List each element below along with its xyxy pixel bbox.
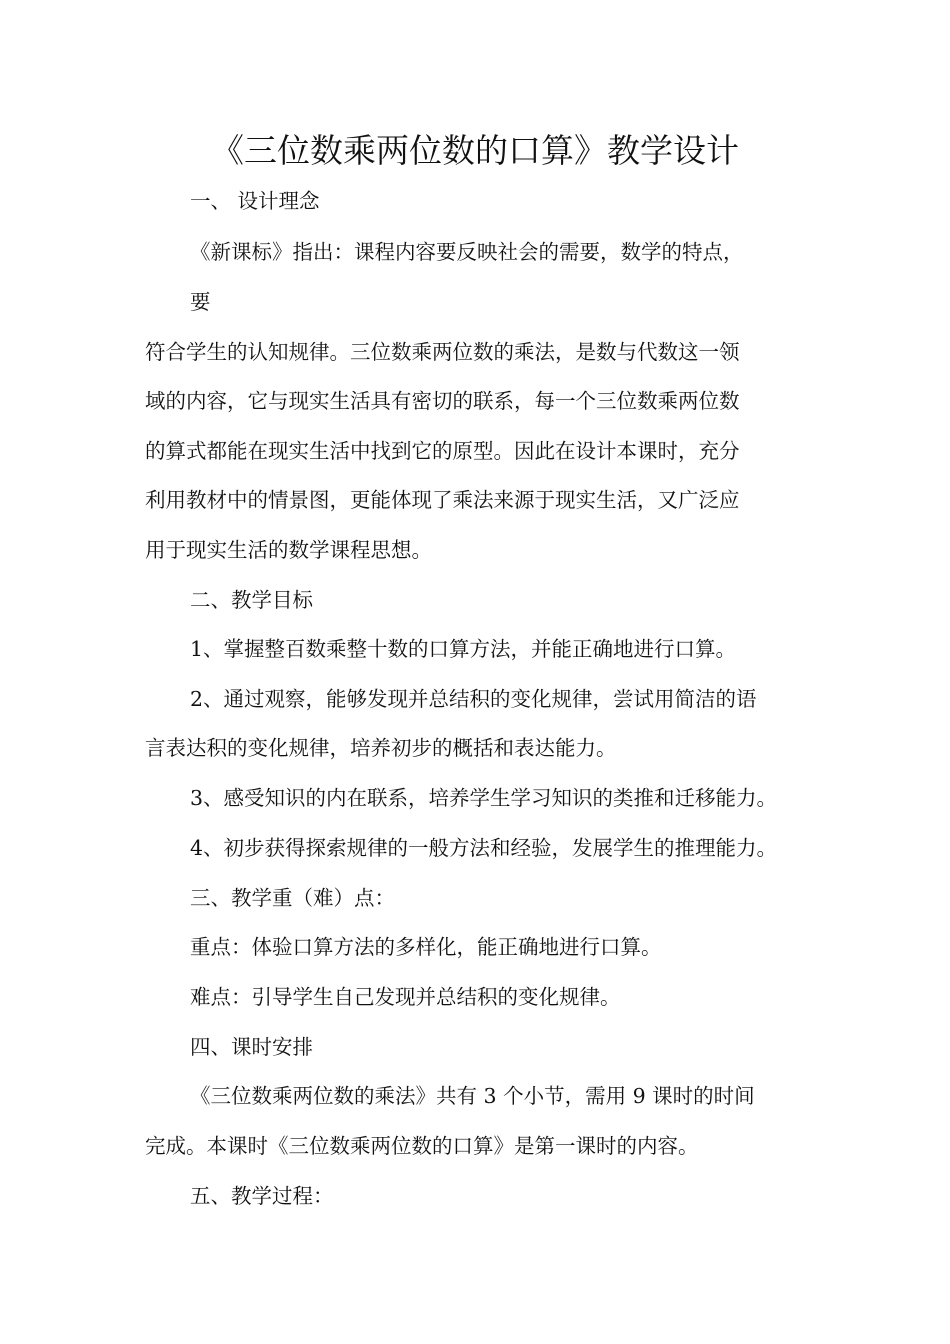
- paragraph-line: 要: [190, 290, 211, 314]
- difficult-point: 难点：引导学生自己发现并总结积的变化规律。: [190, 985, 621, 1009]
- paragraph-line: 的算式都能在现实生活中找到它的原型。因此在设计本课时，充分: [145, 439, 740, 463]
- section-heading-3: 三、教学重（难）点：: [190, 886, 395, 910]
- goal-item-2: 2、通过观察，能够发现并总结积的变化规律，尝试用简洁的语: [190, 687, 757, 711]
- paragraph-line: 用于现实生活的数学课程思想。: [145, 538, 432, 562]
- paragraph-line: 符合学生的认知规律。三位数乘两位数的乘法，是数与代数这一领: [145, 340, 740, 364]
- section-heading-4: 四、课时安排: [190, 1035, 313, 1059]
- section-heading-1: 一、 设计理念: [190, 189, 320, 213]
- paragraph-line: 域的内容，它与现实生活具有密切的联系，每一个三位数乘两位数: [145, 389, 740, 413]
- goal-item-3: 3、感受知识的内在联系，培养学生学习知识的类推和迁移能力。: [190, 786, 778, 810]
- key-point: 重点：体验口算方法的多样化，能正确地进行口算。: [190, 935, 662, 959]
- paragraph-line: 完成。本课时《三位数乘两位数的口算》是第一课时的内容。: [145, 1134, 699, 1158]
- paragraph-line: 《三位数乘两位数的乘法》共有 3 个小节，需用 9 课时的时间: [190, 1084, 755, 1108]
- section-heading-2: 二、教学目标: [190, 588, 313, 612]
- goal-item-1: 1、掌握整百数乘整十数的口算方法，并能正确地进行口算。: [190, 637, 737, 661]
- paragraph-line: 利用教材中的情景图，更能体现了乘法来源于现实生活，又广泛应: [145, 488, 740, 512]
- goal-item-2-continued: 言表达积的变化规律，培养初步的概括和表达能力。: [145, 736, 617, 760]
- paragraph-line: 《新课标》指出：课程内容要反映社会的需要，数学的特点，: [190, 240, 744, 264]
- goal-item-4: 4、初步获得探索规律的一般方法和经验，发展学生的推理能力。: [190, 836, 778, 860]
- document-title: 《三位数乘两位数的口算》教学设计: [211, 131, 739, 170]
- section-heading-5: 五、教学过程：: [190, 1184, 334, 1208]
